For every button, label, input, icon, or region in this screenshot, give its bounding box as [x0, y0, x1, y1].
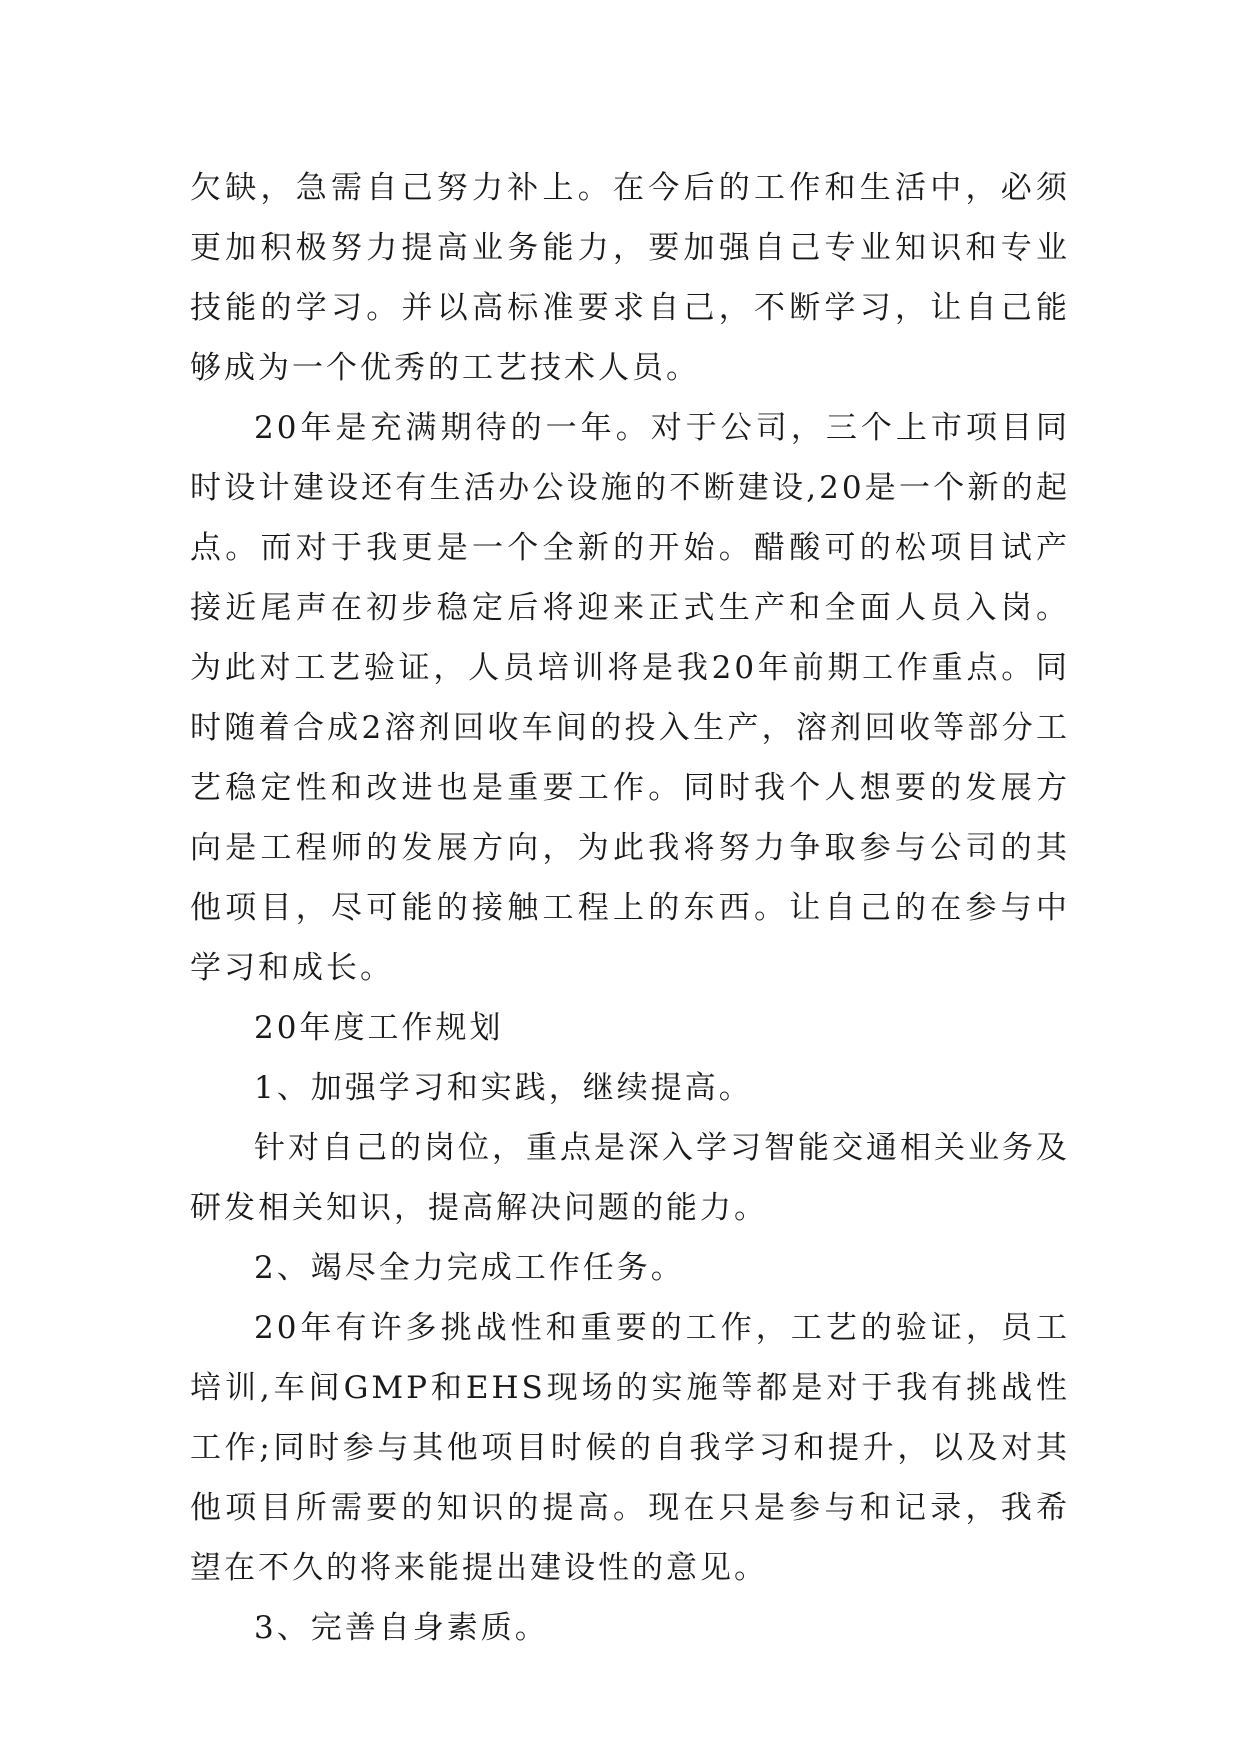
list-item-2: 2、竭尽全力完成工作任务。 [254, 1250, 685, 1286]
paragraph-4: 20年有许多挑战性和重要的工作，工艺的验证，员工培训,车间GMP和EHS现场的实施等都是对于我有挑战性工作;同时参与其他项目时候的自我学习和提升，以及对其他项目所需要的知识的提高。现在只是参与和记录，我希望在不久的将来能提出建设性的意见。 [190, 1310, 1070, 1586]
section-heading-plan: 20年度工作规划 [254, 1010, 504, 1046]
list-item-3: 3、完善自身素质。 [254, 1610, 549, 1646]
document-body [190, 158, 1070, 1658]
paragraph-1: 欠缺，急需自己努力补上。在今后的工作和生活中，必须更加积极努力提高业务能力，要加强自己专业知识和专业技能的学习。并以高标准要求自己，不断学习，让自己能够成为一个优秀的工艺技术人员。 [190, 170, 1070, 386]
paragraph-3: 针对自己的岗位，重点是深入学习智能交通相关业务及研发相关知识，提高解决问题的能力。 [190, 1130, 1070, 1226]
list-item-1: 1、加强学习和实践，继续提高。 [254, 1070, 753, 1106]
paragraph-2: 20年是充满期待的一年。对于公司，三个上市项目同时设计建设还有生活办公设施的不断建设,20是一个新的起点。而对于我更是一个全新的开始。醋酸可的松项目试产接近尾声在初步稳定后将迎来正式生产和全面人员入岗。为此对工艺验证，人员培训将是我20年前期工作重点。同时随着合成2溶剂回收车间的投入生产，溶剂回收等部分工艺稳定性和改进也是重要工作。同时我个人想要的发展方向是工程师的发展方向，为此我将努力争取参与公司的其他项目，尽可能的接触工程上的东西。让自己的在参与中学习和成长。 [190, 410, 1070, 986]
